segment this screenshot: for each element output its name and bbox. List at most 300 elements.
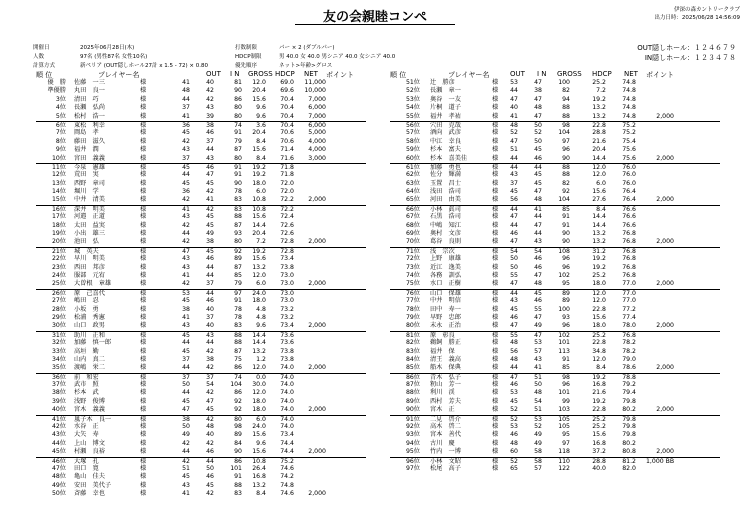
in-score: 54 (534, 397, 542, 405)
out-score: 45 (510, 305, 518, 313)
hdcp: 4.8 (256, 313, 266, 321)
rank: 96位 (405, 457, 420, 465)
player-name: 今泉 憲雄 (74, 163, 105, 171)
gross-score: 91 (234, 171, 242, 179)
in-score: 46 (534, 263, 542, 271)
in-score: 42 (206, 347, 214, 355)
result-row (36, 171, 366, 179)
result-row (390, 457, 720, 465)
result-row (390, 196, 720, 204)
in-score: 47 (534, 95, 542, 103)
gross-score: 82 (562, 87, 570, 95)
in-score: 46 (206, 473, 214, 481)
out-score: 51 (182, 464, 190, 472)
hdcp: 9.6 (256, 322, 266, 330)
in-score: 38 (206, 355, 214, 363)
hdcp: 15.6 (252, 255, 266, 263)
in-score: 42 (206, 87, 214, 95)
in-score: 45 (534, 179, 542, 187)
gross-score: 74 (234, 373, 242, 381)
net-score: 75.2 (622, 121, 636, 129)
player-name: 渡嶋 栄二 (74, 364, 105, 372)
out-score: 40 (510, 104, 518, 112)
honorific: 様 (492, 221, 499, 229)
in-score: 42 (206, 95, 214, 103)
honorific: 様 (140, 154, 147, 162)
player-name: 亀山 佳夫 (74, 473, 105, 481)
out-score: 46 (510, 313, 518, 321)
in-score: 58 (534, 457, 542, 465)
player-name: 杉本 喜美佳 (430, 154, 468, 162)
out-score: 45 (182, 179, 190, 187)
net-score: 76.8 (622, 263, 636, 271)
net-score: 80.8 (622, 448, 636, 456)
net-score: 73.8 (280, 347, 294, 355)
hdcp: 6.0 (596, 179, 606, 187)
out-score: 48 (510, 339, 518, 347)
result-row (390, 448, 720, 456)
points: 4,000 (308, 137, 326, 145)
gross-score: 87 (234, 347, 242, 355)
gross-score: 86 (234, 389, 242, 397)
out-score: 43 (182, 263, 190, 271)
net-score: 79.0 (622, 355, 636, 363)
player-name: 松尾 高子 (430, 464, 461, 472)
net-score: 73.2 (280, 313, 294, 321)
out-score: 44 (510, 289, 518, 297)
out-score: 50 (182, 381, 190, 389)
player-name: 水谷 正 (74, 423, 99, 431)
player-name: 佐藤 一三 (74, 79, 105, 86)
player-name: 嵐子木 良一 (74, 415, 112, 423)
net-score: 80.2 (622, 439, 636, 447)
player-name: 福井 潤 (74, 146, 99, 154)
in-score: 44 (206, 339, 214, 347)
net-score: 71.6 (280, 154, 294, 162)
out-score: 46 (510, 381, 518, 389)
points: 7,000 (308, 95, 326, 103)
gross-score: 97 (562, 439, 570, 447)
net-score: 70.4 (280, 104, 294, 112)
hdcp: 16.8 (592, 439, 606, 447)
points: 4,000 (308, 146, 326, 154)
player-name: 西田 邦彦 (74, 263, 105, 271)
honorific: 様 (140, 146, 147, 154)
in-score: 51 (534, 373, 542, 381)
out-score: 55 (510, 331, 518, 339)
out-score: 44 (510, 364, 518, 372)
honorific: 様 (492, 347, 499, 355)
gross-score: 110 (558, 457, 570, 465)
in-score: 51 (534, 406, 542, 414)
in-hidden-holes: IN隠しホール：１２３４７８ (644, 54, 736, 62)
result-row (390, 415, 720, 423)
gross-score: 85 (562, 364, 570, 372)
net-score: 74.8 (622, 79, 636, 86)
out-score: 44 (510, 163, 518, 171)
result-row (36, 490, 366, 498)
out-score: 43 (182, 481, 190, 489)
honorific: 様 (140, 137, 147, 145)
player-name: 酒向 武彦 (430, 129, 461, 137)
result-row (36, 129, 366, 137)
hdcp: 12.0 (592, 355, 606, 363)
result-row (390, 205, 720, 213)
out-score: 37 (182, 104, 190, 112)
net-score: 76.4 (622, 188, 636, 196)
rank: 94位 (405, 439, 420, 447)
player-name: 佐分 輝満 (430, 171, 461, 179)
gross-score: 80 (234, 238, 242, 246)
result-row (36, 406, 366, 414)
hdcp: 19.2 (252, 163, 266, 171)
rank: 60位 (405, 154, 420, 162)
gross-score: 108 (558, 247, 570, 255)
player-name: 中井 清美 (74, 196, 105, 204)
result-row (390, 297, 720, 305)
honorific: 様 (492, 179, 499, 187)
hdcp: 9.6 (256, 439, 266, 447)
honorific: 様 (492, 373, 499, 381)
in-score: 50 (534, 121, 542, 129)
in-score: 37 (206, 137, 214, 145)
hdcp: 8.4 (596, 364, 606, 372)
honorific: 様 (492, 95, 499, 103)
out-score: 45 (182, 347, 190, 355)
honorific: 様 (140, 104, 147, 112)
hdcp: 30.0 (252, 381, 266, 389)
net-score: 79.4 (622, 389, 636, 397)
result-row (36, 247, 366, 255)
hdcp: 3.6 (256, 121, 266, 129)
player-name: 小林 眞司 (430, 205, 461, 213)
hdcp: 12.0 (252, 364, 266, 372)
in-score: 47 (534, 112, 542, 120)
result-row (390, 339, 720, 347)
player-name: 大矢 寿 (74, 431, 99, 439)
out-score: 52 (510, 457, 518, 465)
player-name: 福井 保 (430, 347, 455, 355)
out-score: 45 (510, 397, 518, 405)
out-score: 44 (182, 389, 190, 397)
hdcp: 22.8 (592, 305, 606, 313)
net-score: 76.8 (622, 271, 636, 279)
player-name: 山内 真二 (74, 355, 105, 363)
out-score: 49 (182, 431, 190, 439)
gross-score: 105 (558, 415, 570, 423)
net-score: 76.8 (622, 230, 636, 238)
rank: 14位 (51, 188, 66, 196)
rank: 48位 (51, 473, 66, 481)
honorific: 様 (140, 112, 147, 120)
net-score: 69.0 (280, 79, 294, 86)
rank: 80位 (405, 322, 420, 330)
rank: 66位 (405, 205, 420, 213)
result-row (390, 238, 720, 246)
out-score: 65 (510, 464, 518, 472)
gross-score: 105 (558, 423, 570, 431)
out-score: 43 (510, 171, 518, 179)
out-score: 43 (182, 213, 190, 221)
out-score: 47 (510, 322, 518, 330)
in-score: 37 (206, 280, 214, 288)
net-score: 79.8 (622, 423, 636, 431)
in-score: 52 (534, 129, 542, 137)
rank: 79位 (405, 313, 420, 321)
net-score: 79.8 (622, 431, 636, 439)
player-name: 宮本 善代 (430, 431, 461, 439)
out-score: 44 (182, 448, 190, 456)
rank: 18位 (51, 221, 66, 229)
hdcp: 24.0 (252, 289, 266, 297)
points: 11,000 (304, 79, 326, 86)
rank: 13位 (51, 179, 66, 187)
result-row (390, 398, 720, 406)
gross-score: 91 (562, 355, 570, 363)
in-score: 41 (206, 196, 214, 204)
in-score: 50 (206, 464, 214, 472)
out-score: 37 (182, 355, 190, 363)
net-score: 71.8 (280, 163, 294, 171)
player-name: 長瀬 章一 (430, 87, 461, 95)
player-name: 高木 啓二 (430, 423, 461, 431)
rank: 優 勝 (47, 79, 66, 86)
player-name: 浅田 浩司 (430, 188, 461, 196)
result-row (36, 180, 366, 188)
hdcp: 12.0 (592, 171, 606, 179)
hdcp: 14.4 (252, 221, 266, 229)
honorific: 様 (140, 196, 147, 204)
honorific: 様 (140, 457, 147, 465)
in-score: 41 (534, 364, 542, 372)
out-score: 41 (182, 313, 190, 321)
hdcp: 19.2 (592, 373, 606, 381)
in-score: 49 (534, 431, 542, 439)
player-name: 服部 元宥 (74, 271, 105, 279)
net-score: 75.4 (622, 137, 636, 145)
player-name: 早川 明美 (74, 255, 105, 263)
player-name: 片桐 道子 (430, 104, 461, 112)
in-score: 43 (206, 104, 214, 112)
hdcp: 19.2 (592, 95, 606, 103)
hdcp: 9.6 (256, 112, 266, 120)
hdcp: 13.2 (592, 104, 606, 112)
player-name: 原 彰良 (430, 331, 455, 339)
net-score: 76.8 (622, 238, 636, 246)
player-name: 大塚 孔 (74, 457, 99, 465)
net-score: 73.6 (280, 331, 294, 339)
out-score: 42 (182, 196, 190, 204)
player-name: 宮木 義義 (74, 406, 105, 414)
honorific: 様 (140, 373, 147, 381)
gross-score: 88 (234, 339, 242, 347)
net-score: 77.4 (622, 313, 636, 321)
in-score: 45 (206, 247, 214, 255)
honorific: 様 (492, 104, 499, 112)
rank: 62位 (405, 171, 420, 179)
honorific: 様 (492, 289, 499, 297)
print-timestamp: 出力日時：2025/06/28 14:56:09 (654, 15, 740, 21)
hdcp: 13.2 (252, 481, 266, 489)
out-score: 54 (510, 247, 518, 255)
hdcp: 15.6 (252, 146, 266, 154)
rank: 56位 (405, 121, 420, 129)
gross-score: 83 (234, 490, 242, 498)
hdcp: 15.6 (252, 431, 266, 439)
gross-score: 85 (234, 271, 242, 279)
rank: 42位 (51, 423, 66, 431)
gross-score: 89 (562, 297, 570, 305)
hdcp: 18.0 (252, 297, 266, 305)
hdcp: 13.2 (592, 230, 606, 238)
gross-score: 90 (562, 238, 570, 246)
rank: 26位 (51, 289, 66, 297)
club-name: 伊深の森カントリークラブ (673, 7, 740, 13)
out-score: 44 (510, 221, 518, 229)
result-row (36, 289, 366, 297)
gross-score: 100 (558, 305, 570, 313)
rank: 89位 (405, 397, 420, 405)
hdcp: 40.0 (592, 464, 606, 472)
honorific: 様 (492, 230, 499, 238)
out-score: 38 (182, 415, 190, 423)
gross-score: 96 (562, 263, 570, 271)
net-score: 73.0 (280, 271, 294, 279)
in-score: 49 (534, 439, 542, 447)
gross-score: 98 (562, 373, 570, 381)
points: 2,000 (656, 322, 674, 330)
honorific: 様 (140, 247, 147, 255)
rank: 59位 (405, 146, 420, 154)
gross-score: 89 (234, 255, 242, 263)
honorific: 様 (140, 305, 147, 313)
hdcp: 34.8 (592, 347, 606, 355)
player-name: 水口 正樹 (430, 280, 461, 288)
in-score: 45 (534, 171, 542, 179)
player-name: 福井 孝祐 (430, 112, 461, 120)
out-score: 42 (182, 439, 190, 447)
hdcp: 18.0 (592, 322, 606, 330)
out-score: 48 (510, 121, 518, 129)
net-score: 74.0 (280, 423, 294, 431)
rank: 43位 (51, 431, 66, 439)
gross-score: 97 (562, 137, 570, 145)
net-score: 76.8 (622, 331, 636, 339)
hdcp: 4.8 (256, 305, 266, 313)
result-row (36, 473, 366, 481)
honorific: 様 (492, 112, 499, 120)
hdcp: 26.4 (252, 464, 266, 472)
in-score: 48 (534, 280, 542, 288)
net-score: 76.0 (622, 163, 636, 171)
rank: 65位 (405, 196, 420, 204)
rank: 29位 (51, 313, 66, 321)
honorific: 様 (140, 121, 147, 129)
player-name: 石黒 浩司 (430, 213, 461, 221)
out-score: 43 (510, 297, 518, 305)
gross-score: 80 (234, 104, 242, 112)
honorific: 様 (492, 87, 499, 95)
out-score: 47 (510, 137, 518, 145)
player-name: 上野 康雄 (430, 255, 461, 263)
result-row (390, 180, 720, 188)
points: 10,000 (304, 87, 326, 95)
in-score: 57 (534, 347, 542, 355)
out-score: 52 (510, 415, 518, 423)
honorific: 様 (140, 280, 147, 288)
out-score: 45 (510, 188, 518, 196)
result-row (390, 222, 720, 230)
in-score: 41 (534, 205, 542, 213)
hdcp: 15.6 (252, 213, 266, 221)
hdcp: 19.2 (252, 247, 266, 255)
net-score: 75.6 (622, 154, 636, 162)
out-score: 48 (510, 439, 518, 447)
net-score: 72.8 (280, 247, 294, 255)
net-score: 73.0 (280, 280, 294, 288)
points: 6,000 (308, 104, 326, 112)
rank: 24位 (51, 271, 66, 279)
result-row (36, 431, 366, 439)
honorific: 様 (492, 464, 499, 472)
player-name: 東松 利幸 (74, 121, 105, 129)
gross-score: 93 (562, 313, 570, 321)
rank: 準優勝 (47, 87, 66, 95)
hdcp: 20.4 (252, 87, 266, 95)
net-score: 73.2 (280, 305, 294, 313)
rank: 74位 (405, 271, 420, 279)
net-score: 70.6 (280, 137, 294, 145)
points: 2,000 (656, 154, 674, 162)
gross-score: 88 (234, 481, 242, 489)
gross-score: 97 (234, 289, 242, 297)
points: 2,000 (308, 238, 326, 246)
right-header: 順 位 プレイヤー名 OUT I N GROSS HDCP NET ポイント (390, 70, 674, 79)
rank: 40位 (51, 406, 66, 414)
honorific: 様 (140, 423, 147, 431)
net-score: 74.2 (280, 473, 294, 481)
in-score: 42 (206, 439, 214, 447)
rank: 45位 (51, 448, 66, 456)
rank: 25位 (51, 280, 66, 288)
net-score: 78.6 (622, 364, 636, 372)
hdcp: 14.4 (592, 221, 606, 229)
hdcp: 6.0 (256, 415, 266, 423)
gross-score: 101 (558, 339, 570, 347)
info-count: 人数 97名 (男性87名 女性10名) (33, 54, 148, 60)
gross-score: 84 (234, 439, 242, 447)
out-score: 44 (182, 171, 190, 179)
gross-score: 90 (234, 179, 242, 187)
gross-score: 92 (234, 247, 242, 255)
out-score: 50 (182, 423, 190, 431)
gross-score: 87 (234, 221, 242, 229)
player-name: 荒田 実 (74, 171, 99, 179)
info-calc: 計算方式 新ペリア (OUT隠しホール27計 x 1.5 - 72) × 0.80 (33, 63, 208, 69)
result-row (390, 440, 720, 448)
out-score: 37 (182, 154, 190, 162)
player-name: 宮田 義義 (74, 154, 105, 162)
net-score: 70.6 (280, 129, 294, 137)
result-row (36, 482, 366, 490)
in-score: 46 (534, 297, 542, 305)
result-row (390, 322, 720, 330)
in-score: 47 (534, 188, 542, 196)
result-row (36, 155, 366, 163)
gross-score: 83 (234, 322, 242, 330)
hdcp: 10.8 (252, 196, 266, 204)
out-score: 44 (182, 95, 190, 103)
